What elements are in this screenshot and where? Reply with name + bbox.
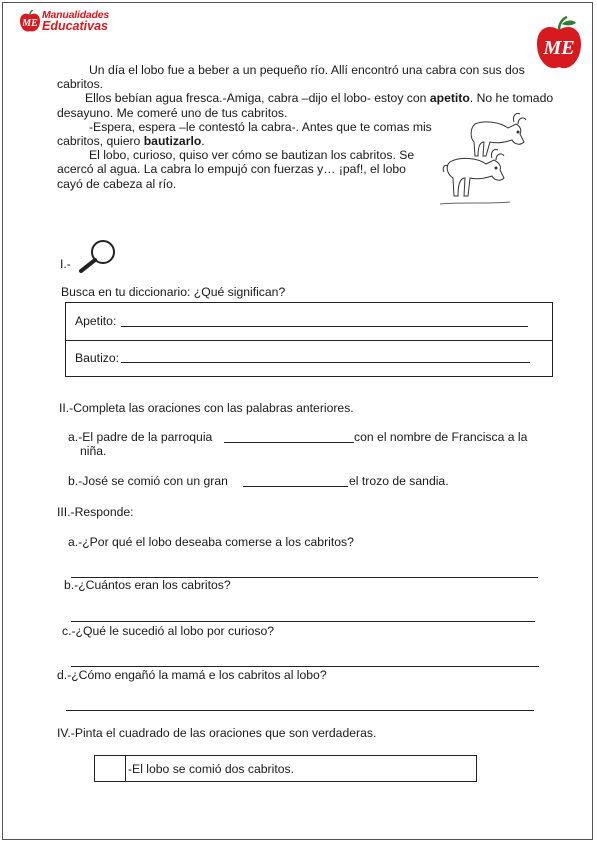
section2-item-b: b.-José se comió con un gran	[68, 474, 228, 488]
statement-text: -El lobo se comió dos cabritos.	[128, 762, 294, 776]
answer-line-c[interactable]	[71, 666, 539, 667]
answer-line-d[interactable]	[66, 710, 534, 711]
goats-illustration	[440, 112, 530, 212]
answer-line-apetito[interactable]	[121, 326, 528, 327]
story-paragraph-1: Un día el lobo fue a beber a un pequeño río. Allí encontró una cabra con sus dos cabritos.	[57, 63, 525, 92]
section3-title: III.-Responde:	[57, 505, 134, 519]
question-c: c.-¿Qué le sucedió al lobo por curioso?	[62, 624, 275, 638]
section2-item-a-cont: con el nombre de Francisca a la	[354, 430, 528, 444]
svg-text:ME: ME	[543, 37, 575, 59]
brand-line1: Manualidades	[42, 9, 110, 21]
keyword-apetito: apetito	[429, 91, 470, 106]
question-a: a.-¿Por qué el lobo deseaba comerse a los cabritos?	[68, 535, 354, 549]
brand-line2: Educativas	[42, 19, 109, 33]
question-b: b.-¿Cuántos eran los cabritos?	[64, 578, 231, 592]
story-paragraph-3: -Espera, espera –le contestó la cabra-. Antes que te comas mis cabritos, quiero bautizarlo.	[57, 119, 432, 149]
dictionary-row-bautizo	[66, 340, 552, 377]
story-paragraph-2: Ellos bebían agua fresca.-Amiga, cabra –dijo el lobo- estoy con apetito. No he tomado desayuno. Me comeré uno de tus cabritos.	[57, 91, 554, 120]
section4-title: IV.-Pinta el cuadrado de las oraciones que son verdaderas.	[57, 726, 377, 740]
keyword-bautizarlo: bautizarlo	[143, 134, 202, 149]
magnifier-icon	[77, 238, 119, 277]
apple-logo-icon	[18, 10, 42, 34]
true-false-row	[94, 755, 477, 782]
story-paragraph-4: El lobo, curioso, quiso ver cómo se bautizan los cabritos. Se acercó al agua. La cabra lo empujó con fuerzas y… ¡paf!, el lobo cayó de cabeza al río.	[57, 148, 415, 191]
section2-item-a: a.-El padre de la parroquia	[68, 430, 213, 444]
section1-number: I.-	[60, 257, 71, 271]
section2-title: II.-Completa las oraciones con las palabras anteriores.	[59, 401, 354, 415]
blank-item-a[interactable]	[224, 442, 354, 443]
dictionary-row-apetito	[66, 303, 552, 341]
paint-square-checkbox[interactable]	[95, 756, 126, 781]
row-label: Apetito:	[75, 314, 117, 328]
section2-item-b-cont: el trozo de sandia.	[349, 474, 449, 488]
dictionary-table	[65, 302, 553, 377]
answer-line-bautizo[interactable]	[121, 362, 530, 363]
blank-item-b[interactable]	[243, 486, 348, 487]
answer-line-b[interactable]	[71, 621, 535, 622]
section1-instruction: Busca en tu diccionario: ¿Qué significan?	[61, 285, 286, 299]
logo-mark-text: ME	[22, 18, 38, 29]
question-d: d.-¿Cómo engañó la mamá e los cabritos al lobo?	[57, 668, 327, 682]
brand-logo	[18, 10, 128, 36]
row-label: Bautizo:	[75, 351, 120, 365]
section2-item-a-end: niña.	[80, 444, 107, 458]
